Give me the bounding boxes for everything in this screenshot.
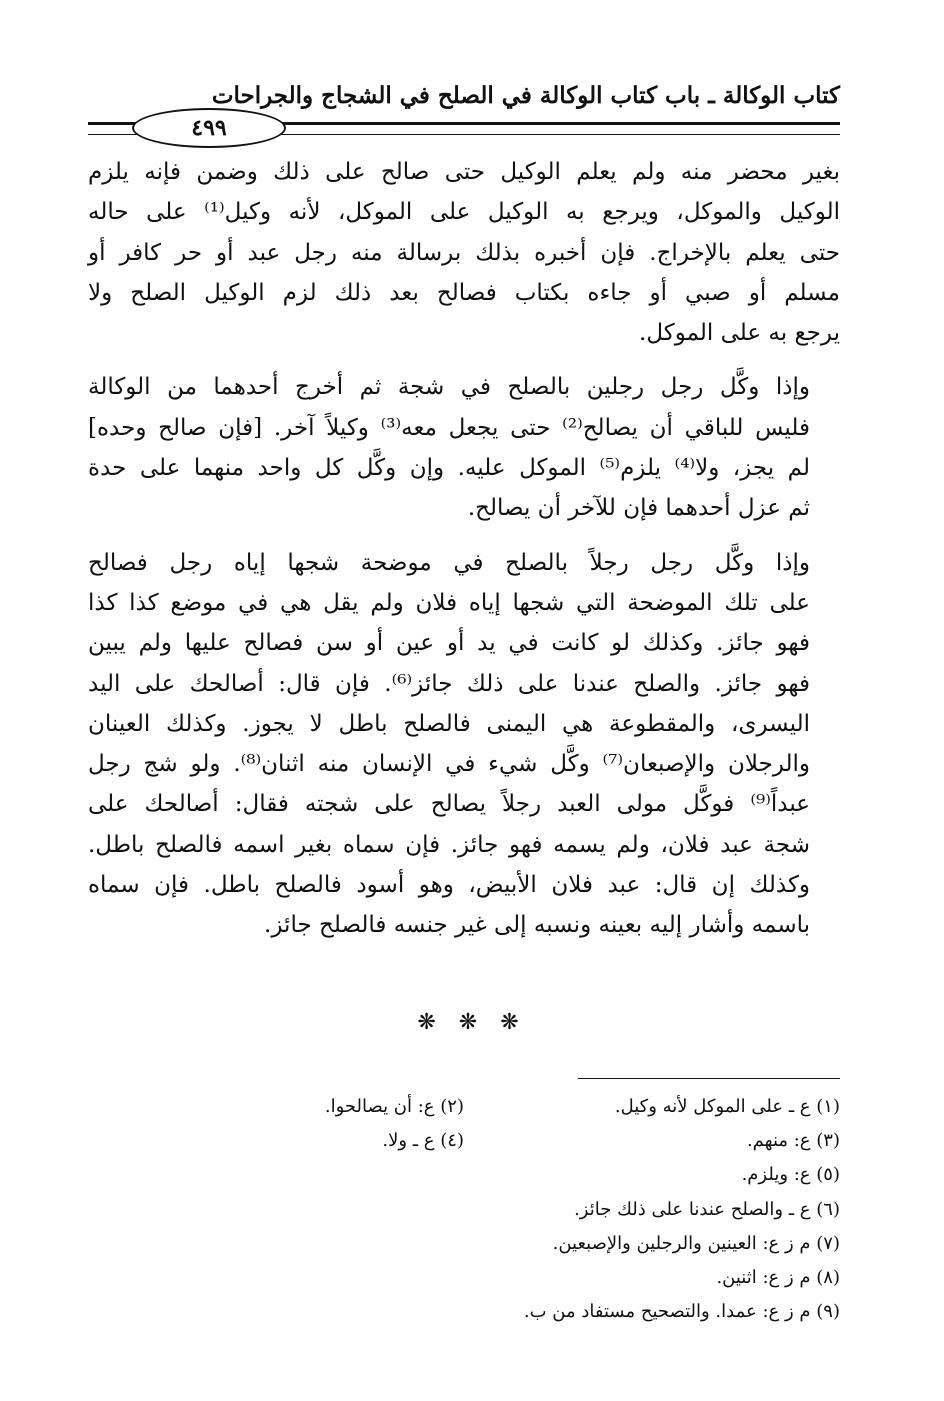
text-line: وإذا وكَّل رجل رجلاً بالصلح في موضحة شجها إياه رجل فصالح	[88, 549, 810, 576]
text-line: مسلم أو صبي أو جاءه بكتاب فصالح بعد ذلك لزم الوكيل الصلح ولا	[88, 279, 840, 306]
footnote-9: (٩) م ز ع: عمدا. والتصحيح مستفاد من ب.	[523, 1301, 840, 1323]
footnote-row	[88, 1227, 840, 1261]
footnote-row	[88, 1193, 840, 1227]
text-line: باسمه وأشار إليه بعينه ونسبه إلى غير جنسه فالصلح جائز.	[264, 912, 810, 939]
text-line: حتى يعلم بالإخراج. فإن أخبره بذلك برسالة منه رجل عبد أو حر كافر أو	[88, 239, 840, 266]
text-line: ثم عزل أحدهما فإن للآخر أن يصالح.	[467, 495, 810, 522]
text-line: يرجع به على الموكل.	[639, 320, 840, 347]
paragraph-2	[88, 367, 840, 528]
section-separator: ❋ ❋ ❋	[417, 1010, 527, 1035]
footnote-rule	[578, 1078, 840, 1079]
footnote-6: (٦) ع ـ والصلح عندنا على ذلك جائز.	[574, 1198, 840, 1220]
footnote-row	[88, 1090, 840, 1124]
text-line: وكذلك إن قال: عبد فلان الأبيض، وهو أسود فالصلح باطل. فإن سماه	[88, 872, 810, 899]
footnote-row	[88, 1124, 840, 1158]
footnote-3: (٣) ع: منهم.	[746, 1130, 840, 1152]
text-line: وإذا وكَّل رجل رجلين بالصلح في شجة ثم أخرج أحدهما من الوكالة	[88, 374, 810, 401]
paragraph-3	[88, 543, 840, 946]
footnote-4: (٤) ع ـ ولا.	[382, 1130, 464, 1152]
footnote-8: (٨) م ز ع: اثنين.	[716, 1267, 840, 1289]
footnote-1: (١) ع ـ على الموكل لأنه وكيل.	[614, 1096, 840, 1117]
text-line: شجة عبد فلان، ولم يسمه فهو جائز. فإن سماه بغير اسمه فالصلح باطل.	[88, 831, 810, 858]
text-line: والرجلان والإصبعان⁽⁷⁾ وكَّل شيء في الإنسان منه اثنان⁽⁸⁾. ولو شج رجل	[88, 751, 810, 778]
page-number: ٤٩٩	[191, 115, 227, 141]
text-line: لم يجز، ولا⁽⁴⁾ يلزم⁽⁵⁾ الموكل عليه. وإن وكَّل كل واحد منهما على حدة	[88, 455, 810, 482]
footnote-2: (٢) ع: أن يصالحوا.	[324, 1096, 464, 1117]
footnote-row	[88, 1295, 840, 1329]
footnotes	[88, 1090, 840, 1329]
footnote-7: (٧) م ز ع: العينين والرجلين والإصبعين.	[552, 1232, 840, 1254]
footnote-row	[88, 1158, 840, 1192]
running-title: كتاب الوكالة ـ باب كتاب الوكالة في الصلح في الشجاج والجراحات	[211, 82, 840, 109]
text-line: عبداً⁽⁹⁾ فوكَّل مولى العبد رجلاً يصالح على شجته فقال: أصالحك على	[88, 791, 810, 818]
footnote-row	[88, 1261, 840, 1295]
footnote-5: (٥) ع: ويلزم.	[741, 1164, 840, 1186]
page-header	[88, 82, 840, 142]
main-text	[88, 152, 840, 960]
text-line: فليس للباقي أن يصالح⁽²⁾ حتى يجعل معه⁽³⁾ وكيلاً آخر. [فإن صالح وحده]	[88, 414, 810, 441]
text-line: على تلك الموضحة التي شجها إياه فلان ولم يقل هي في موضع كذا كذا	[88, 589, 810, 616]
text-line: فهو جائز. والصلح عندنا على ذلك جائز⁽⁶⁾. فإن قال: أصالحك على اليد	[88, 670, 810, 697]
page-number-cartouche	[132, 108, 286, 148]
text-line: فهو جائز. وكذلك لو كانت في يد أو عين أو سن فصالح عليها ولم يبين	[88, 630, 810, 657]
text-line: اليسرى، والمقطوعة هي اليمنى فالصلح باطل لا يجوز. وكذلك العينان	[88, 710, 810, 737]
text-line: الوكيل والموكل، ويرجع به الوكيل على الموكل، لأنه وكيل⁽¹⁾ على حاله	[88, 199, 840, 226]
text-line: بغير محضر منه ولم يعلم الوكيل حتى صالح على ذلك وضمن فإنه يلزم	[88, 159, 840, 185]
paragraph-1	[88, 152, 840, 353]
